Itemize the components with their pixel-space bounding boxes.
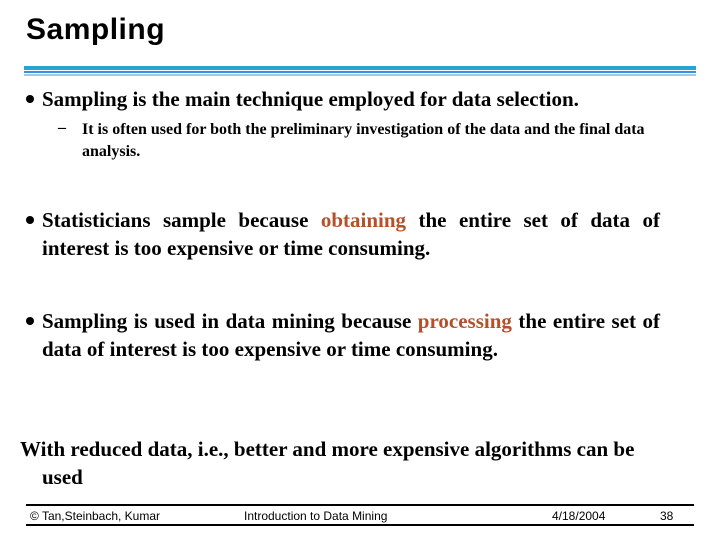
bullet-2-text — [42, 206, 660, 262]
footer-course: Introduction to Data Mining — [244, 509, 388, 523]
bullet-icon — [26, 216, 34, 224]
footer-date: 4/18/2004 — [552, 509, 606, 523]
title-rule-bottom — [24, 74, 696, 76]
bullet-3-text — [42, 307, 660, 363]
footer-page-number: 38 — [660, 509, 674, 523]
highlight-word: obtaining — [320, 208, 407, 232]
conclusion-text: With reduced data, i.e., better and more expensive algorithms can be used — [20, 437, 635, 489]
bullet-2-before: Statisticians sample because — [42, 208, 321, 232]
footer — [26, 504, 694, 526]
slide-title: Sampling — [26, 13, 166, 46]
bullet-1-text: Sampling is the main technique employed for data selection. — [42, 87, 579, 111]
bullet-2-after: the entire set of data of interest is too expensive or time consuming. — [42, 208, 660, 260]
title-rule-top — [24, 66, 696, 70]
title-rule-middle — [24, 71, 696, 73]
dash-icon: – — [58, 119, 66, 136]
footer-copyright: © Tan,Steinbach, Kumar — [30, 509, 161, 523]
bullet-3-after: the entire set of data of interest is too expensive or time consuming. — [42, 309, 661, 361]
bullet-icon — [26, 317, 34, 325]
bullet-icon — [26, 95, 34, 103]
bullet-3-before: Sampling is used in data mining because — [42, 309, 418, 333]
sub-bullet-1-text: It is often used for both the preliminary investigation of the data and the final data analysis. — [82, 121, 645, 160]
highlight-word: processing — [417, 309, 512, 333]
